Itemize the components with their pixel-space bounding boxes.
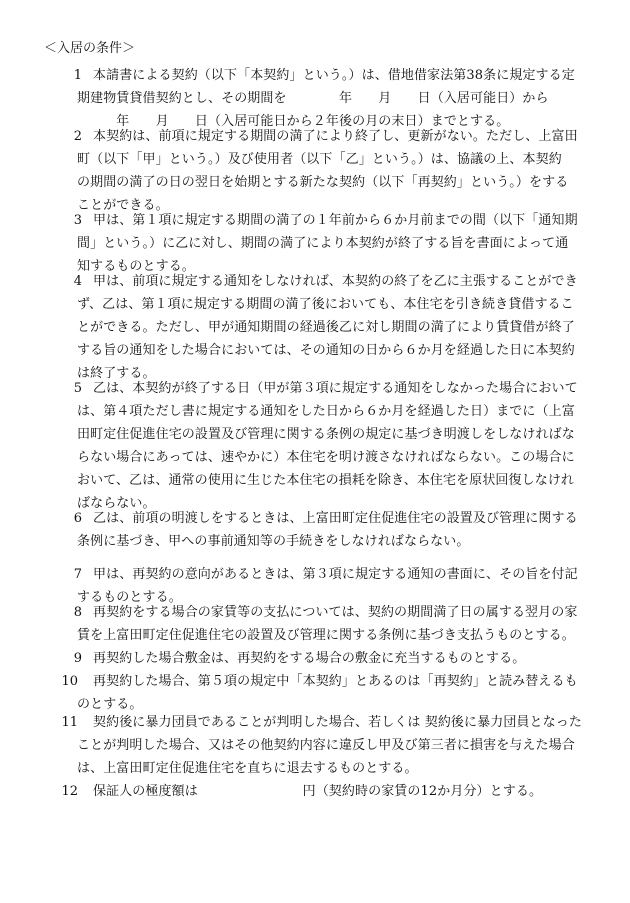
condition-number: 3 <box>73 213 82 228</box>
condition-line: ばならない。 <box>77 496 156 511</box>
condition-number: 2 <box>73 129 82 144</box>
condition-line: ず、乙は、第１項に規定する期間の満了後においても、本住宅を引き続き貸借するこ <box>77 297 574 312</box>
condition-number: 7 <box>73 567 82 582</box>
condition-line: する旨の通知をした場合においては、その通知の日から６か月を経過した日に本契約 <box>77 343 575 358</box>
condition-number: 10 <box>61 674 78 689</box>
condition-item <box>60 377 590 515</box>
condition-item <box>60 270 590 385</box>
condition-line: らない場合にあっては、速やかに）本住宅を明け渡さなければならない。この場合に <box>77 450 575 465</box>
condition-text <box>77 377 590 515</box>
condition-line: 甲は、前項に規定する通知をしなければ、本契約の終了を乙に主張することができ <box>93 274 578 289</box>
section-title: ＜入居の条件＞ <box>44 41 136 56</box>
condition-line: 知するものとする。 <box>77 259 195 274</box>
condition-item <box>60 670 590 716</box>
condition-item <box>60 507 590 553</box>
condition-text <box>77 507 590 553</box>
condition-line: 甲は、第１項に規定する期間の満了の１年前から６か月前までの間（以下「通知期 <box>93 213 578 228</box>
condition-text <box>77 270 590 385</box>
condition-line: 再契約した場合、第５項の規定中「本契約」とあるのは「再契約」と読み替えるも <box>93 674 578 689</box>
condition-line: のとする。 <box>77 697 143 712</box>
condition-item <box>60 125 590 217</box>
condition-line: は、第４項ただし書に規定する通知をした日から６か月を経過した日）までに（上富 <box>77 404 575 419</box>
condition-text <box>77 601 590 647</box>
condition-number: 4 <box>73 274 82 289</box>
condition-line: ことが判明した場合、又はその他契約内容に違反し甲及び第三者に損害を与えた場合 <box>77 738 575 753</box>
condition-line: の期間の満了の日の翌日を始期とする新たな契約（以下「再契約」という。）をする <box>77 175 569 190</box>
condition-line: 間」という。）に乙に対し、期間の満了により本契約が終了する旨を書面によって通 <box>77 236 569 251</box>
condition-item <box>60 647 590 670</box>
condition-line: 乙は、本契約が終了する日（甲が第３項に規定する通知をしなかった場合において <box>93 381 578 396</box>
condition-line: とができる。ただし、甲が通知期間の経過後乙に対し期間の満了により賃貸借が終了 <box>77 320 575 335</box>
condition-line: 年 月 日（入居可能日から２年後の月の末日）までとする。 <box>77 114 510 129</box>
condition-line: 条例に基づき、甲への事前通知等の手続きをしなければならない。 <box>77 534 470 549</box>
condition-line: 再契約した場合敷金は、再契約をする場合の敷金に充当するものとする。 <box>93 651 526 666</box>
condition-line: 賃を上富田町定住促進住宅の設置及び管理に関する条例に基づき支払うものとする。 <box>77 628 575 643</box>
condition-line: 本契約は、前項に規定する期間の満了により終了し、更新がない。ただし、上富田 <box>93 129 578 144</box>
condition-text <box>77 209 590 278</box>
condition-line: 乙は、前項の明渡しをするときは、上富田町定住促進住宅の設置及び管理に関する <box>93 511 578 526</box>
condition-number: 12 <box>61 784 78 799</box>
condition-number: 1 <box>73 68 82 83</box>
condition-item <box>60 780 590 803</box>
condition-text <box>77 125 590 217</box>
condition-line: ことができる。 <box>77 198 169 213</box>
condition-text <box>77 670 590 716</box>
condition-line: するものとする。 <box>77 590 182 605</box>
condition-number: 5 <box>73 381 82 396</box>
condition-text <box>93 780 590 803</box>
condition-text <box>77 711 590 780</box>
condition-number: 8 <box>73 605 82 620</box>
condition-item <box>60 601 590 647</box>
condition-line: 保証人の極度額は 円（契約時の家賃の12か月分）とする。 <box>93 784 543 799</box>
condition-line: 田町定住促進住宅の設置及び管理に関する条例の規定に基づき明渡しをしなければな <box>77 427 575 442</box>
condition-number: 6 <box>73 511 82 526</box>
condition-line: 契約後に暴力団員であることが判明した場合、若しくは 契約後に暴力団員となった <box>93 715 582 730</box>
condition-item <box>60 209 590 278</box>
condition-line: おいて、乙は、通常の使用に生じた本住宅の損耗を除き、本住宅を原状回復しなけれ <box>77 473 575 488</box>
condition-text <box>93 647 590 670</box>
condition-line: 期建物賃貸借契約とし、その期間を 年 月 日（入居可能日）から <box>77 91 549 106</box>
condition-text <box>77 64 590 133</box>
condition-line: は、上富田町定住促進住宅を直ちに退去するものとする。 <box>77 761 418 776</box>
condition-line: 甲は、再契約の意向があるときは、第３項に規定する通知の書面に、その旨を付記 <box>93 567 578 582</box>
condition-number: 11 <box>61 715 78 730</box>
condition-line: は終了する。 <box>77 366 156 381</box>
condition-number: 9 <box>73 651 82 666</box>
condition-item <box>60 64 590 133</box>
condition-line: 再契約をする場合の家賃等の支払については、契約の期間満了日の属する翌月の家 <box>93 605 578 620</box>
condition-item <box>60 711 590 780</box>
condition-line: 本請書による契約（以下「本契約」という。）は、借地借家法第38条に規定する定 <box>93 68 575 83</box>
condition-line: 町（以下「甲」という。）及び使用者（以下「乙」という。）は、協議の上、本契約 <box>77 152 562 167</box>
